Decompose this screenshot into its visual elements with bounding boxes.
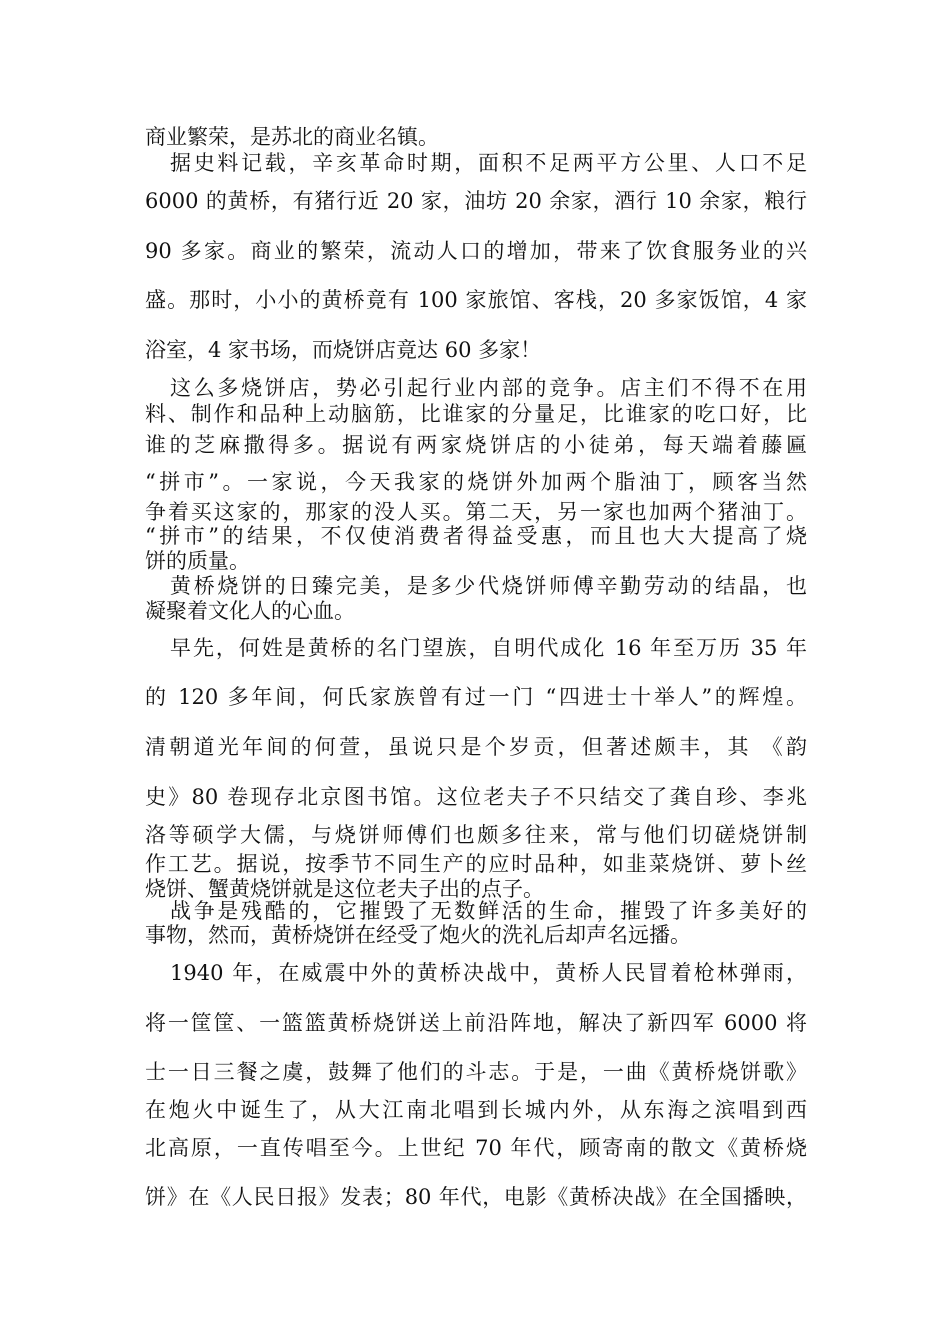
text-line: 饼》在《人民日报》发表；80 年代，电影《黄桥决战》在全国播映， xyxy=(145,1185,807,1209)
text-line: 将一筐筐、一篮篮黄桥烧饼送上前沿阵地，解决了新四军 6000 将 xyxy=(145,1011,807,1035)
text-line: 浴室，4 家书场，而烧饼店竟达 60 多家！ xyxy=(145,338,542,362)
text-line: 这么多烧饼店，势必引起行业内部的竞争。店主们不得不在用 xyxy=(170,376,807,400)
text-line: 早先，何姓是黄桥的名门望族，自明代成化 16 年至万历 35 年 xyxy=(170,636,807,660)
text-line: 1940 年，在威震中外的黄桥决战中，黄桥人民冒着枪林弹雨， xyxy=(170,961,807,985)
text-line: 料、制作和品种上动脑筋，比谁家的分量足，比谁家的吃口好，比 xyxy=(145,402,807,426)
text-line: 在炮火中诞生了，从大江南北唱到长城内外，从东海之滨唱到西 xyxy=(145,1098,807,1122)
text-line: 作工艺。据说，按季节不同生产的应时品种，如韭菜烧饼、萝卜丝 xyxy=(145,852,807,876)
text-line: 洛等硕学大儒，与烧饼师傅们也颇多往来，常与他们切磋烧饼制 xyxy=(145,823,807,847)
text-line: 清朝道光年间的何萱，虽说只是个岁贡，但著述颇丰，其 《韵 xyxy=(145,735,807,759)
text-line: 史》80 卷现存北京图书馆。这位老夫子不只结交了龚自珍、李兆 xyxy=(145,785,807,809)
text-line: 饼的质量。 xyxy=(145,549,250,573)
text-line: 争着买这家的，那家的没人买。第二天，另一家也加两个猪油丁。 xyxy=(145,500,807,524)
text-line: 谁的芝麻撒得多。据说有两家烧饼店的小徒弟，每天端着藤匾 xyxy=(145,433,807,457)
text-line: 士一日三餐之虞，鼓舞了他们的斗志。于是，一曲《黄桥烧饼歌》 xyxy=(145,1060,807,1084)
text-line: 6000 的黄桥，有猪行近 20 家，油坊 20 余家，酒行 10 余家，粮行 xyxy=(145,189,807,213)
text-line: 事物，然而，黄桥烧饼在经受了炮火的洗礼后却声名远播。 xyxy=(145,923,691,947)
text-line: 盛。那时，小小的黄桥竟有 100 家旅馆、客栈，20 多家饭馆，4 家 xyxy=(145,288,807,312)
text-line: 黄桥烧饼的日臻完美，是多少代烧饼师傅辛勤劳动的结晶，也 xyxy=(170,574,807,598)
text-line: 商业繁荣，是苏北的商业名镇。 xyxy=(145,125,439,149)
text-line: 90 多家。商业的繁荣，流动人口的增加，带来了饮食服务业的兴 xyxy=(145,239,807,263)
text-line: 烧饼、蟹黄烧饼就是这位老夫子出的点子。 xyxy=(145,877,544,901)
text-line: 北高原，一直传唱至今。上世纪 70 年代，顾寄南的散文《黄桥烧 xyxy=(145,1136,807,1160)
text-line: 战争是残酷的，它摧毁了无数鲜活的生命，摧毁了许多美好的 xyxy=(170,899,807,923)
text-line: “拼市”的结果，不仅使消费者得益受惠，而且也大大提高了烧 xyxy=(145,524,807,548)
text-line: 凝聚着文化人的心血。 xyxy=(145,599,355,623)
text-line: “拼市”。一家说，今天我家的烧饼外加两个脂油丁，顾客当然 xyxy=(145,470,807,494)
text-line: 据史料记载，辛亥革命时期，面积不足两平方公里、人口不足 xyxy=(170,151,807,175)
text-line: 的 120 多年间，何氏家族曾有过一门 “四进士十举人”的辉煌。 xyxy=(145,685,807,709)
